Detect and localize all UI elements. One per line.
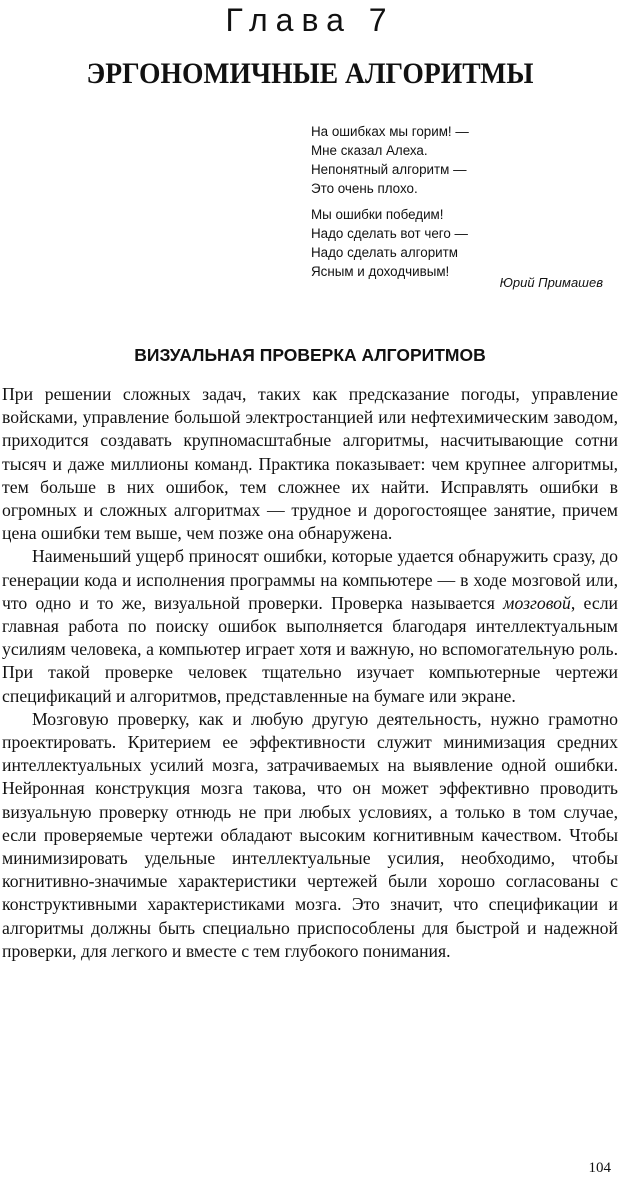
epigraph-line: Надо сделать вот чего —	[311, 226, 468, 241]
section-title: ВИЗУАЛЬНАЯ ПРОВЕРКА АЛГОРИТМОВ	[134, 345, 486, 365]
emphasized-term: мозговой	[503, 592, 571, 613]
chapter-title: ЭРГОНОМИЧНЫЕ АЛГОРИТМЫ	[86, 57, 534, 90]
page-number: 104	[588, 1160, 611, 1176]
epigraph-stanza-1	[311, 122, 469, 198]
epigraph-line: Мне сказал Алеха.	[311, 143, 428, 158]
paragraph-2-end: , если главная работа по поиску ошибок выполняется благодаря интеллектуальным усилиям человека, а компьютер играет хотя и важную, но вспомогательную роль. При такой проверке человек тщательно изучает компьютерные чертежи спецификаций и алгоритмов, представленные на бумаге или экране.	[2, 592, 618, 706]
epigraph-stanza-2	[311, 205, 469, 281]
epigraph-line: Ясным и доходчивым!	[311, 264, 450, 279]
body-text	[2, 383, 618, 963]
paragraph-2-start: Наименьший ущерб приносят ошибки, которые удается обнаружить сразу, до генерации кода и исполнения программы на компьютере — в ходе мозговой или, что одно и то же, визуальной проверки. Проверка называется	[2, 546, 618, 613]
paragraph-3: Мозговую проверку, как и любую другую деятельность, нужно грамотно проектировать. Критерием ее эффективности служит минимизация средних интеллектуальных усилий мозга, затрачиваемых на выявление одной ошибки. Нейронная конструкция мозга такова, что он может эффективно проводить визуальную проверку отнюдь не при любых условиях, а только в том случае, если проверяемые чертежи обладают высоким когнитивным качеством. Чтобы минимизировать удельные интеллектуальные усилия, необходимо, чтобы когнитивно-значимые характеристики чертежей были хорошо согласованы с конструктивными характеристиками мозга. Это значит, что спецификации и алгоритмы должны быть специально приспособлены для быстрой и надежной проверки, для легкого и вместе с тем глубокого понимания.	[2, 708, 618, 961]
paragraph-2	[2, 545, 618, 707]
epigraph-line: Мы ошибки победим!	[311, 207, 444, 222]
epigraph-author: Юрий Примашев	[499, 275, 603, 290]
paragraph-1: При решении сложных задач, таких как предсказание погоды, управление войсками, управление большой электростанцией или нефтехимическим заводом, приходится создавать крупномасштабные алгоритмы, насчитывающие сотни тысяч и даже миллионы команд. Практика показывает: чем крупнее алгоритмы, тем больше в них ошибок, тем сложнее их найти. Исправлять ошибки в огромных и сложных алгоритмах — трудное и дорогостоящее занятие, причем цена ошибки тем выше, чем позже она обнаружена.	[2, 384, 618, 544]
epigraph	[311, 122, 469, 288]
epigraph-line: Непонятный алгоритм —	[311, 162, 467, 177]
epigraph-line: На ошибках мы горим! —	[311, 124, 469, 139]
epigraph-line: Надо сделать алгоритм	[311, 245, 458, 260]
epigraph-line: Это очень плохо.	[311, 181, 418, 196]
chapter-label: Глава 7	[225, 2, 395, 38]
